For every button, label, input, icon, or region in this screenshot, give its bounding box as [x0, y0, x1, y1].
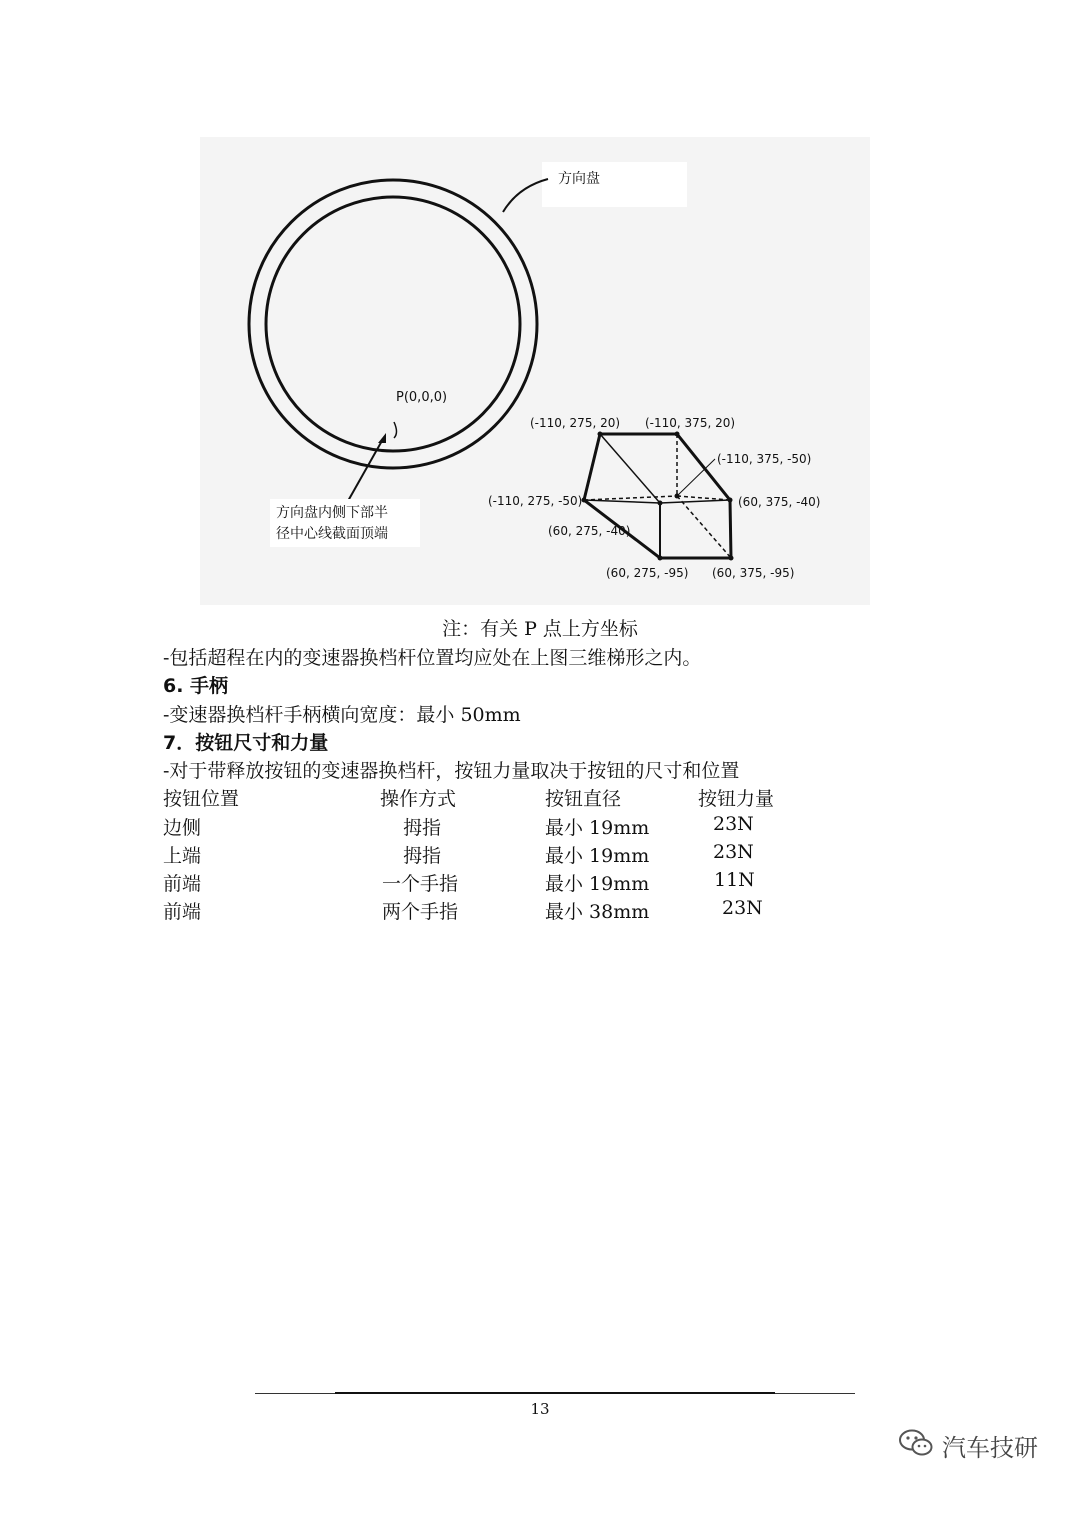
cell-force: 23N — [713, 813, 754, 835]
section-6-text: -变速器换档杆手柄横向宽度：最小 50mm — [163, 704, 521, 726]
cell-force: 23N — [713, 841, 754, 863]
inner-label-line2: 径中心线截面顶端 — [276, 526, 388, 542]
cell-force: 23N — [722, 897, 763, 919]
p-point-mark — [394, 422, 397, 438]
cell-operation: 一个手指 — [382, 873, 459, 895]
coord-back-mid: (-110, 375, -50) — [717, 452, 812, 466]
footer-rule-accent — [335, 1392, 775, 1394]
wheel-leader — [503, 179, 548, 212]
coord-left-mid: (-110, 275, -50) — [488, 494, 583, 508]
coord-right-mid: (60, 375, -40) — [738, 495, 821, 509]
cell-position: 上端 — [163, 845, 202, 867]
cell-force: 11N — [714, 869, 755, 891]
trapezoid-3d — [582, 432, 734, 561]
header-operation: 操作方式 — [380, 788, 457, 810]
cell-position: 前端 — [163, 901, 202, 923]
cell-operation: 两个手指 — [382, 901, 459, 923]
section-7-text: -对于带释放按钮的变速器换档杆，按钮力量取决于按钮的尺寸和位置 — [163, 760, 740, 782]
section-7-heading: 7．按钮尺寸和力量 — [163, 732, 329, 754]
coord-bottom-left: (60, 275, -95) — [606, 566, 689, 580]
steering-wheel-figure — [200, 137, 870, 605]
paragraph-range-note: -包括超程在内的变速器换档杆位置均应处在上图三维梯形之内。 — [163, 647, 702, 669]
watermark-text: 汽车技研 — [942, 1433, 1038, 1462]
figure-drawing — [200, 137, 870, 605]
cell-operation: 拇指 — [403, 845, 442, 867]
wheel-inner-ring — [266, 197, 520, 451]
inner-label-line1: 方向盘内侧下部半 — [276, 505, 388, 521]
cell-diameter: 最小 38mm — [545, 901, 650, 923]
header-force: 按钮力量 — [698, 788, 775, 810]
wheel-label: 方向盘 — [558, 171, 600, 187]
cell-diameter: 最小 19mm — [545, 873, 650, 895]
p-point-label: P(0,0,0) — [396, 390, 448, 405]
coord-top-left: (-110, 275, 20) — [530, 416, 621, 430]
header-position: 按钮位置 — [163, 788, 240, 810]
leader-arrowhead — [378, 433, 386, 443]
watermark — [898, 1425, 1038, 1465]
cell-position: 前端 — [163, 873, 202, 895]
header-diameter: 按钮直径 — [545, 788, 622, 810]
cell-operation: 拇指 — [403, 817, 442, 839]
cell-diameter: 最小 19mm — [545, 817, 650, 839]
section-6-heading: 6. 手柄 — [163, 675, 229, 697]
coord-bottom-right: (60, 375, -95) — [712, 566, 795, 580]
cell-diameter: 最小 19mm — [545, 845, 650, 867]
coord-front-mid: (60, 275, -40) — [548, 524, 631, 538]
figure-caption: 注：有关 P 点上方坐标 — [442, 618, 638, 640]
cell-position: 边侧 — [163, 817, 202, 839]
wechat-icon — [898, 1428, 934, 1462]
page-number: 13 — [530, 1400, 550, 1418]
coord-top-right: (-110, 375, 20) — [645, 416, 736, 430]
wheel-outer-ring — [249, 180, 537, 468]
